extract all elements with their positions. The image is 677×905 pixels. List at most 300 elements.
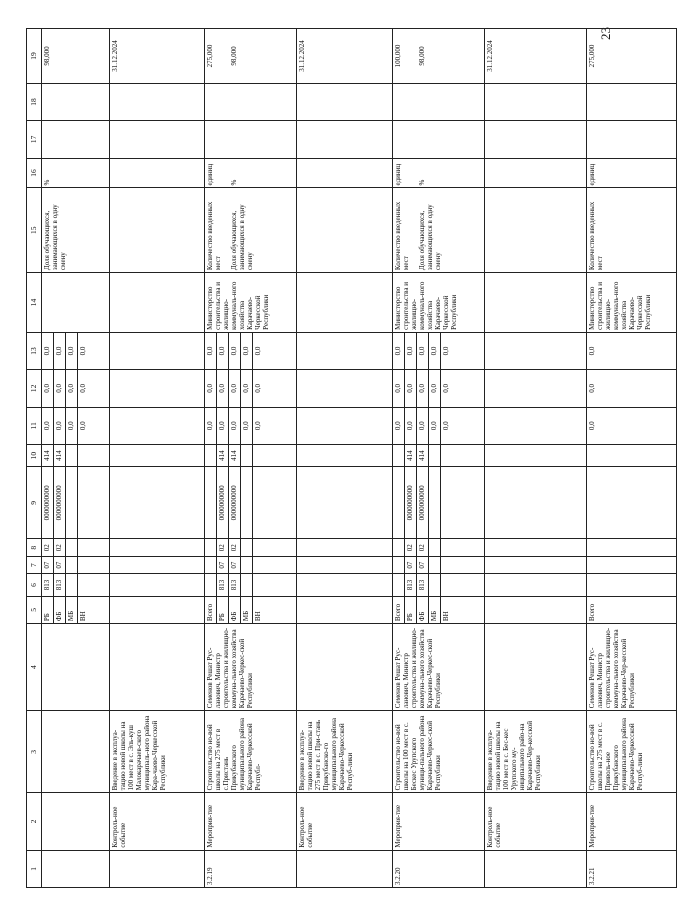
c10-value: 414 <box>417 445 429 466</box>
c11-value: 0,0 <box>417 408 429 444</box>
c6-cell <box>393 574 485 596</box>
c6-cell <box>485 574 587 596</box>
c10-value <box>66 445 78 466</box>
src-value: ФБ <box>417 597 429 623</box>
c13-value: 0,0 <box>405 333 417 369</box>
header-cell: 3 <box>27 711 42 793</box>
item-executor <box>485 624 587 711</box>
c13-value: 0,0 <box>205 333 217 369</box>
col-18 <box>485 83 587 120</box>
c16-line: единиц <box>394 163 402 186</box>
c9-value <box>78 467 90 538</box>
c13-value: 0,0 <box>241 333 253 369</box>
c6-value <box>393 574 405 595</box>
src-value: РБ <box>42 597 54 623</box>
c12-value: 0,0 <box>417 370 429 406</box>
item-executor <box>110 624 205 711</box>
src-value: МБ <box>241 597 253 623</box>
c11-value: 0,0 <box>79 421 88 431</box>
c19-line: 98,000 <box>418 46 426 66</box>
header-cell: 11 <box>27 407 42 444</box>
item-type: Мероприя-тие <box>205 793 297 850</box>
c9-value <box>66 467 78 538</box>
col-18 <box>110 83 205 120</box>
c13-value: 0,0 <box>588 346 597 356</box>
item-name: Введение в эксплуа-тацию новой школы на 275 мест в с. При-стань Прикубанско-го муниципального района Карачаево-Черкесской Респуб-лики <box>297 711 393 793</box>
col-17 <box>42 121 110 158</box>
c13-cell <box>42 332 110 369</box>
item-name: Введение в эксплуа-тацию новой школы на 100 мест в с. Бес-кес Урупского му-ниципального райо-на Карачаево-Чер-кесской Республики <box>485 711 587 793</box>
c12-cell <box>205 370 297 407</box>
c7-cell <box>205 556 297 573</box>
c19-cell <box>297 29 393 84</box>
item-number: 3.2.19 <box>205 850 297 887</box>
item-executor: Семенов Решат Рус-ланович, Министр строительства и жилищно-коммуна-льного хозяйства Карачаево-Черкес-ской Республики <box>205 624 297 711</box>
c7-cell <box>393 556 485 573</box>
c16-cell <box>485 158 587 188</box>
c15-line: Доля обучающихся, занимающихся в одну смену <box>418 204 443 271</box>
responsible-org: Министерство строительства и жилищно-коммуналь-ного хозяйства Карачаево-Черкесской Республики <box>393 273 485 333</box>
c6-value <box>241 574 253 595</box>
header-cell: 12 <box>27 370 42 407</box>
c8-cell <box>42 539 110 556</box>
c13-value: 0,0 <box>42 333 54 369</box>
c9-cell <box>42 467 110 539</box>
c12-value: 0,0 <box>588 383 597 393</box>
item-type: Мероприя-тие <box>393 793 485 850</box>
c10-cell <box>587 444 677 466</box>
c15-line: Доля обучающихся, занимающихся в одну смену <box>43 204 68 271</box>
c7-value <box>205 557 217 573</box>
c19-cell <box>393 29 485 84</box>
table-row <box>205 29 297 888</box>
c7-value: 07 <box>217 557 229 573</box>
src-value: МБ <box>66 597 78 623</box>
c9-cell <box>587 467 677 539</box>
c8-cell <box>205 539 297 556</box>
c9-value: 0000000000 <box>405 467 417 538</box>
c16-line: % <box>230 179 238 186</box>
c7-value <box>241 557 253 573</box>
header-cell: 17 <box>27 121 42 158</box>
c9-value <box>205 467 217 538</box>
responsible-org <box>42 273 110 333</box>
c7-value: 07 <box>42 557 54 573</box>
c6-value <box>429 574 441 595</box>
c12-cell <box>110 370 205 407</box>
col-17 <box>205 121 297 158</box>
col-17 <box>110 121 205 158</box>
c10-value <box>241 445 253 466</box>
responsible-org: Министерство строительства и жилищно-коммуналь-ного хозяйства Карачаево-Черкесской Республики <box>205 273 297 333</box>
c10-cell <box>110 444 205 466</box>
c12-cell <box>297 370 393 407</box>
c10-cell <box>205 444 297 466</box>
c9-cell <box>110 467 205 539</box>
c8-value <box>241 539 253 555</box>
c19-cell <box>205 29 297 84</box>
c8-cell <box>393 539 485 556</box>
c8-value <box>205 539 217 555</box>
c8-value: 02 <box>42 539 54 555</box>
c16-cell <box>297 158 393 188</box>
src-value: Всего <box>205 597 217 623</box>
c7-cell <box>42 556 110 573</box>
src-cell <box>587 596 677 623</box>
program-table <box>26 28 677 888</box>
c8-cell <box>110 539 205 556</box>
c10-value: 414 <box>217 445 229 466</box>
src-value: Всего <box>588 603 597 622</box>
c8-value: 02 <box>405 539 417 555</box>
c8-value <box>393 539 405 555</box>
c10-value <box>253 445 265 466</box>
c8-value: 02 <box>54 539 66 555</box>
c6-value: 813 <box>405 574 417 595</box>
c13-value: 0,0 <box>229 333 241 369</box>
c7-value <box>393 557 405 573</box>
responsible-org: Министерство строительства и жилищно-коммуналь-ного хозяйства Карачаево-Черкесской Республики <box>587 273 677 333</box>
c7-value <box>253 557 265 573</box>
c16-line: % <box>418 179 426 186</box>
c8-value: 02 <box>229 539 241 555</box>
c6-value: 813 <box>54 574 66 595</box>
item-type: Контроль-ное событие <box>297 793 393 850</box>
c16-line: единиц <box>206 163 214 186</box>
c12-value: 0,0 <box>429 370 441 406</box>
c16-cell <box>587 158 677 188</box>
c16-cell <box>393 158 485 188</box>
header-cell: 10 <box>27 444 42 466</box>
c7-cell <box>110 556 205 573</box>
c7-cell <box>297 556 393 573</box>
c13-value: 0,0 <box>54 333 66 369</box>
c7-value <box>78 557 90 573</box>
header-cell: 18 <box>27 83 42 120</box>
item-type: Контроль-ное событие <box>110 793 205 850</box>
item-number: 3.2.20 <box>393 850 485 887</box>
item-executor <box>42 624 110 711</box>
header-cell: 7 <box>27 556 42 573</box>
c11-value: 0,0 <box>429 408 441 444</box>
item-number <box>297 850 393 887</box>
c6-value <box>78 574 90 595</box>
c19-cell <box>485 29 587 84</box>
responsible-org <box>110 273 205 333</box>
col-18 <box>297 83 393 120</box>
src-value: РБ <box>217 597 229 623</box>
c15-cell <box>485 188 587 273</box>
c9-value <box>241 467 253 538</box>
c11-value: 0,0 <box>54 408 66 444</box>
c15-cell <box>393 188 485 273</box>
item-executor: Семенов Решат Рус-ланович, Министр строительства и жилищно-коммуна-льного хозяйства Карачаево-Чер-кесской Республики <box>587 624 677 711</box>
c7-value <box>66 557 78 573</box>
c11-cell <box>297 407 393 444</box>
c15-line: Количество введенных мест <box>206 201 223 271</box>
c8-value <box>429 539 441 555</box>
c13-cell <box>205 332 297 369</box>
c16-line <box>111 161 135 186</box>
c10-value: 414 <box>42 445 54 466</box>
c11-value: 0,0 <box>66 408 78 444</box>
c12-value: 0,0 <box>393 370 405 406</box>
c9-cell <box>485 467 587 539</box>
c10-value: 414 <box>229 445 241 466</box>
c10-cell <box>485 444 587 466</box>
src-cell <box>42 596 110 623</box>
c9-value <box>429 467 441 538</box>
c11-cell <box>110 407 205 444</box>
col-18 <box>42 83 110 120</box>
item-executor: Семенов Решат Рус-ланович, Министр строительства и жилищно-коммуна-льного хозяйства Карачаево-Черкес-ской Республики <box>393 624 485 711</box>
src-cell <box>110 596 205 623</box>
c12-value: 0,0 <box>241 370 253 406</box>
c10-value <box>429 445 441 466</box>
table-row <box>297 29 393 888</box>
c13-value: 0,0 <box>66 333 78 369</box>
col-17 <box>393 121 485 158</box>
c11-value: 0,0 <box>205 408 217 444</box>
rotated-page <box>26 28 653 888</box>
src-value: ФБ <box>54 597 66 623</box>
table-row <box>485 29 587 888</box>
item-name: Строительство но-вой школы на 275 мест в с. Приволь-ное Прикубанского муниципального района Карачаево-Черкесской Респуб-лики <box>587 711 677 793</box>
src-cell <box>297 596 393 623</box>
src-value: ВН <box>254 611 263 622</box>
src-value: Всего <box>393 597 405 623</box>
header-cell: 8 <box>27 539 42 556</box>
c10-value <box>78 445 90 466</box>
c15-line <box>111 190 135 270</box>
c15-cell <box>110 188 205 273</box>
item-name: Введение в эксплуа-тацию новой школы на 100 мест в с. Эль-куш Малокарачаев-ского муниципаль-ного района Кара-чаево-Черкесской Республики <box>110 711 205 793</box>
c13-value: 0,0 <box>442 346 451 356</box>
src-value: ФБ <box>229 597 241 623</box>
c13-value: 0,0 <box>417 333 429 369</box>
c9-value <box>393 467 405 538</box>
c6-value: 813 <box>217 574 229 595</box>
col-17 <box>587 121 677 158</box>
c11-cell <box>587 407 677 444</box>
header-cell: 19 <box>27 29 42 84</box>
header-cell: 14 <box>27 273 42 333</box>
c13-cell <box>393 332 485 369</box>
c15-line: Количество введенных мест <box>394 201 411 271</box>
header-cell: 16 <box>27 158 42 188</box>
c9-value: 0000000000 <box>42 467 54 538</box>
header-cell: 4 <box>27 624 42 711</box>
item-number <box>485 850 587 887</box>
page-number: 23 <box>598 27 613 40</box>
c12-value: 0,0 <box>405 370 417 406</box>
c7-value: 07 <box>417 557 429 573</box>
item-number <box>110 850 205 887</box>
item-number <box>42 850 110 887</box>
c6-cell <box>297 574 393 596</box>
src-cell <box>205 596 297 623</box>
c12-cell <box>42 370 110 407</box>
c12-value: 0,0 <box>42 370 54 406</box>
c12-value: 0,0 <box>79 383 88 393</box>
c6-value <box>205 574 217 595</box>
col-18 <box>587 83 677 120</box>
c10-cell <box>42 444 110 466</box>
c6-cell <box>42 574 110 596</box>
item-name <box>42 711 110 793</box>
src-value: ВН <box>79 611 88 622</box>
c13-cell <box>485 332 587 369</box>
c10-cell <box>297 444 393 466</box>
c9-value: 0000000000 <box>417 467 429 538</box>
c19-line: 98,000 <box>230 46 238 66</box>
c19-line: 31.12.2024 <box>111 40 119 72</box>
c9-cell <box>297 467 393 539</box>
c7-cell <box>587 556 677 573</box>
c12-value: 0,0 <box>442 383 451 393</box>
c12-value: 0,0 <box>229 370 241 406</box>
c19-line: 31.12.2024 <box>486 40 494 72</box>
c6-value: 813 <box>229 574 241 595</box>
c13-value: 0,0 <box>254 346 263 356</box>
c12-value: 0,0 <box>205 370 217 406</box>
item-number: 3.2.21 <box>587 850 677 887</box>
c16-line: % <box>43 179 51 186</box>
c19-line: 100,000 <box>394 44 402 68</box>
c15-cell <box>587 188 677 273</box>
item-type: Контроль-ное событие <box>485 793 587 850</box>
src-value: ВН <box>442 611 451 622</box>
c10-value <box>587 445 598 466</box>
c9-cell <box>205 467 297 539</box>
c6-value <box>66 574 78 595</box>
item-name: Строительство но-вой школы на 275 мест в с.Пристань Прикубанского муниципального района Карачаево-Черкесской Республ- <box>205 711 297 793</box>
item-type: Мероприя-тие <box>587 793 677 850</box>
c9-value: 0000000000 <box>229 467 241 538</box>
table-row <box>42 29 110 888</box>
c10-value: 414 <box>54 445 66 466</box>
c11-value: 0,0 <box>393 408 405 444</box>
c13-cell <box>297 332 393 369</box>
src-cell <box>393 596 485 623</box>
c9-value: 0000000000 <box>217 467 229 538</box>
c13-value: 0,0 <box>217 333 229 369</box>
col-18 <box>205 83 297 120</box>
c10-cell <box>393 444 485 466</box>
c8-cell <box>297 539 393 556</box>
c8-value <box>66 539 78 555</box>
c8-value <box>587 539 598 555</box>
c11-value: 0,0 <box>241 408 253 444</box>
c11-cell <box>42 407 110 444</box>
c19-line: 31.12.2024 <box>298 40 306 72</box>
c11-cell <box>205 407 297 444</box>
c12-cell <box>485 370 587 407</box>
c7-value: 07 <box>229 557 241 573</box>
col-17 <box>297 121 393 158</box>
c7-cell <box>485 556 587 573</box>
c11-value: 0,0 <box>254 421 263 431</box>
header-cell: 2 <box>27 793 42 850</box>
c19-cell <box>42 29 110 84</box>
c15-cell <box>297 188 393 273</box>
c10-value <box>205 445 217 466</box>
c8-value: 02 <box>217 539 229 555</box>
c6-cell <box>110 574 205 596</box>
c8-cell <box>485 539 587 556</box>
c11-value: 0,0 <box>229 408 241 444</box>
c19-line: 275,000 <box>206 44 214 68</box>
c11-cell <box>393 407 485 444</box>
c12-value: 0,0 <box>254 383 263 393</box>
c11-value: 0,0 <box>405 408 417 444</box>
header-cell: 1 <box>27 850 42 887</box>
c6-value <box>441 574 453 595</box>
c7-value: 07 <box>405 557 417 573</box>
table-row <box>110 29 205 888</box>
c13-value: 0,0 <box>79 346 88 356</box>
c16-line <box>298 161 322 186</box>
c8-value <box>253 539 265 555</box>
c15-line: Количество введенных мест <box>588 201 605 271</box>
c8-value: 02 <box>417 539 429 555</box>
c9-value: 0000000000 <box>54 467 66 538</box>
c10-value: 414 <box>405 445 417 466</box>
responsible-org <box>297 273 393 333</box>
c13-cell <box>587 332 677 369</box>
header-cell: 5 <box>27 596 42 623</box>
c6-cell <box>587 574 677 596</box>
c19-line: 98,000 <box>43 46 51 66</box>
table-row <box>587 29 677 888</box>
c15-line <box>486 190 510 270</box>
c12-cell <box>393 370 485 407</box>
c6-value <box>253 574 265 595</box>
col-18 <box>393 83 485 120</box>
c7-value <box>587 557 598 573</box>
c15-cell <box>42 188 110 273</box>
src-value: МБ <box>429 597 441 623</box>
responsible-org <box>485 273 587 333</box>
item-executor <box>297 624 393 711</box>
c6-value <box>587 574 598 595</box>
header-cell: 13 <box>27 332 42 369</box>
c19-line: 275,000 <box>588 44 596 68</box>
header-row <box>27 29 42 888</box>
item-name: Строительство но-вой школы на 100 мест в с. Бескес Урупского муници-пального района Карачаево-Черкес-ской Республики <box>393 711 485 793</box>
c16-line: единиц <box>588 163 596 186</box>
c11-value: 0,0 <box>42 408 54 444</box>
header-cell: 15 <box>27 188 42 273</box>
c9-value <box>587 467 598 538</box>
c12-value: 0,0 <box>217 370 229 406</box>
c15-line: Доля обучающихся, занимающихся в одну смену <box>230 204 255 271</box>
c13-value: 0,0 <box>393 333 405 369</box>
c12-cell <box>587 370 677 407</box>
c8-value <box>441 539 453 555</box>
c11-value: 0,0 <box>588 421 597 431</box>
c16-cell <box>205 158 297 188</box>
c8-cell <box>587 539 677 556</box>
c11-value: 0,0 <box>442 421 451 431</box>
c10-value <box>441 445 453 466</box>
c9-value <box>253 467 265 538</box>
c9-value <box>441 467 453 538</box>
c16-cell <box>42 158 110 188</box>
c13-value: 0,0 <box>429 333 441 369</box>
c10-value <box>393 445 405 466</box>
item-type <box>42 793 110 850</box>
